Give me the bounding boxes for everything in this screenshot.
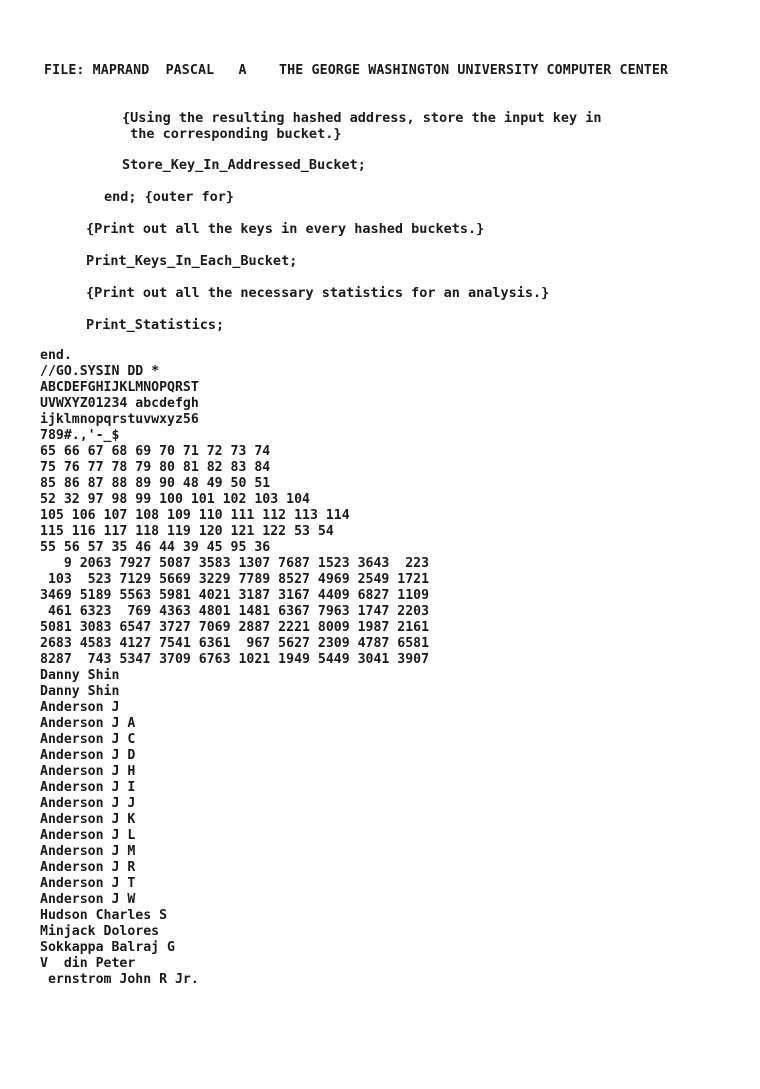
data-line: 65 66 67 68 69 70 71 72 73 74 xyxy=(40,444,271,459)
code-comment-line: {Print out all the necessary statistics for an analysis.} xyxy=(86,285,550,301)
data-line: 115 116 117 118 119 120 121 122 53 54 xyxy=(40,524,334,539)
code-statement-line: end; {outer for} xyxy=(104,189,235,205)
code-comment-line: {Using the resulting hashed address, store the input key in xyxy=(122,110,602,126)
data-line: 3469 5189 5563 5981 4021 3187 3167 4409 6827 1109 xyxy=(40,588,430,603)
input-data-listing xyxy=(40,348,429,988)
code-statement-line: Print_Statistics; xyxy=(86,317,225,333)
data-line: 55 56 57 35 46 44 39 45 95 36 xyxy=(40,540,271,555)
data-line: ijklmnopqrstuvwxyz56 xyxy=(40,412,199,427)
data-line: Anderson J T xyxy=(40,876,136,891)
data-line: Anderson J W xyxy=(40,892,136,907)
data-line: 52 32 97 98 99 100 101 102 103 104 xyxy=(40,492,310,507)
data-line: Anderson J R xyxy=(40,860,136,875)
data-line: Danny Shin xyxy=(40,684,120,699)
data-line: 105 106 107 108 109 110 111 112 113 114 xyxy=(40,508,350,523)
data-line: 103 523 7129 5669 3229 7789 8527 4969 2549 1721 xyxy=(40,572,430,587)
data-line: //GO.SYSIN DD * xyxy=(40,364,160,379)
data-line: 5081 3083 6547 3727 7069 2887 2221 8009 1987 2161 xyxy=(40,620,430,635)
data-line: Anderson J K xyxy=(40,812,136,827)
code-statement-line: Print_Keys_In_Each_Bucket; xyxy=(86,253,298,269)
data-line: Sokkappa Balraj G xyxy=(40,940,175,955)
data-line: Anderson J J xyxy=(40,796,136,811)
code-comment-line: {Print out all the keys in every hashed buckets.} xyxy=(86,221,485,237)
data-line: Anderson J I xyxy=(40,780,136,795)
data-line: 9 2063 7927 5087 3583 1307 7687 1523 3643 223 xyxy=(40,556,430,571)
file-header: FILE: MAPRAND PASCAL A THE GEORGE WASHINGTON UNIVERSITY COMPUTER CENTER xyxy=(44,63,669,78)
data-line: 789#.,'-_$ xyxy=(40,428,120,443)
data-line: Minjack Dolores xyxy=(40,924,160,939)
data-line: Anderson J L xyxy=(40,828,136,843)
data-line: 85 86 87 88 89 90 48 49 50 51 xyxy=(40,476,271,491)
data-line: 8287 743 5347 3709 6763 1021 1949 5449 3041 3907 xyxy=(40,652,430,667)
data-line: 2683 4583 4127 7541 6361 967 5627 2309 4787 6581 xyxy=(40,636,430,651)
data-line: 75 76 77 78 79 80 81 82 83 84 xyxy=(40,460,271,475)
data-line: Anderson J D xyxy=(40,748,136,763)
data-line: Danny Shin xyxy=(40,668,120,683)
data-line: V din Peter xyxy=(40,956,136,971)
data-line: Anderson J xyxy=(40,700,120,715)
data-line: Anderson J M xyxy=(40,844,136,859)
code-statement-line: Store_Key_In_Addressed_Bucket; xyxy=(122,157,366,173)
data-line: end. xyxy=(40,348,72,363)
data-line: Hudson Charles S xyxy=(40,908,168,923)
data-line: Anderson J A xyxy=(40,716,136,731)
data-line: UVWXYZ01234 abcdefgh xyxy=(40,396,199,411)
code-comment-line: the corresponding bucket.} xyxy=(122,126,342,142)
data-line: ernstrom John R Jr. xyxy=(40,972,199,987)
data-line: Anderson J H xyxy=(40,764,136,779)
data-line: 461 6323 769 4363 4801 1481 6367 7963 1747 2203 xyxy=(40,604,430,619)
data-line: Anderson J C xyxy=(40,732,136,747)
data-line: ABCDEFGHIJKLMNOPQRST xyxy=(40,380,199,395)
